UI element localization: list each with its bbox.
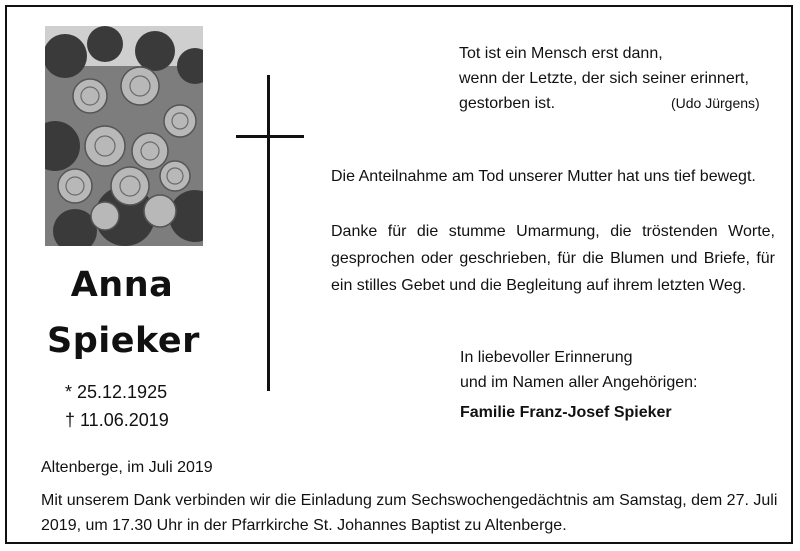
cross-vertical <box>267 75 270 391</box>
rose-photo <box>45 26 203 246</box>
family-name: Familie Franz-Josef Spieker <box>460 404 672 421</box>
quote-line-2: wenn der Letzte, der sich seiner erinnert, <box>459 70 749 87</box>
death-date: † 11.06.2019 <box>65 410 169 430</box>
signature-line-1: In liebevoller Erinnerung <box>460 349 633 366</box>
first-name: Anna <box>70 265 174 305</box>
cross-horizontal <box>236 135 304 138</box>
body-paragraph-1: Die Anteilnahme am Tod unserer Mutter hat uns tief bewegt. <box>331 168 756 185</box>
birth-date: * 25.12.1925 <box>65 382 168 402</box>
obituary-card <box>5 5 793 544</box>
last-name: Spieker <box>47 321 200 361</box>
quote-line-1: Tot ist ein Mensch erst dann, <box>459 45 663 62</box>
body-paragraph-2: Danke für die stumme Umarmung, die tröstenden Worte, gesprochen oder geschrieben, für die Blumen und Briefe, für ein stilles Gebet und die Begleitung auf ihrem letzten Weg. <box>331 223 775 294</box>
place-date: Altenberge, im Juli 2019 <box>41 459 213 476</box>
signature-block <box>460 345 697 395</box>
invitation-text: Mit unserem Dank verbinden wir die Einladung zum Sechswochengedächtnis am Samstag, dem 27. Juli 2019, um 17.30 Uhr in der Pfarrkirche St. Johannes Baptist zu Altenberge. <box>41 492 778 534</box>
quote-author: (Udo Jürgens) <box>671 95 760 111</box>
signature-line-2: und im Namen aller Angehörigen: <box>460 374 698 391</box>
quote-line-3: gestorben ist. <box>459 95 556 112</box>
quote <box>459 41 760 116</box>
